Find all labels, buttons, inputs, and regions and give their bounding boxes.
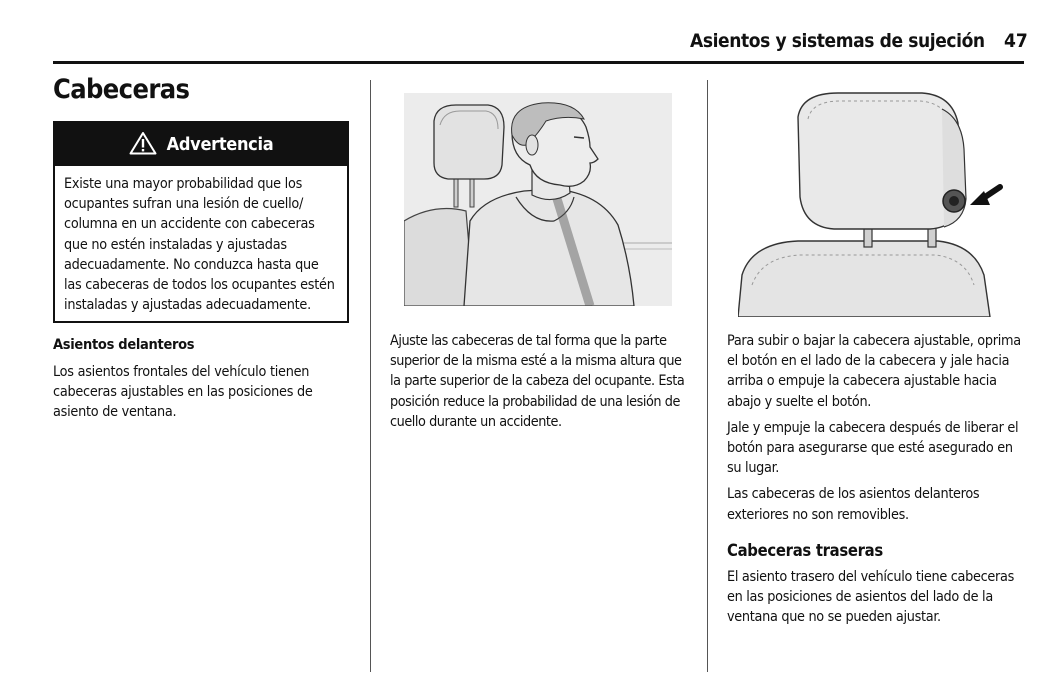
column-divider: [370, 80, 371, 672]
warning-triangle-icon: [129, 131, 157, 159]
column-divider: [707, 80, 708, 672]
headrest-button-illustration: [738, 89, 1014, 317]
warning-title: Advertencia: [166, 134, 274, 155]
rear-headrests-paragraph: El asiento trasero del vehículo tiene cabeceras en las posiciones de asientos del lado de la ventana que no se pueden ajustar.: [727, 568, 1014, 626]
front-seats-paragraph: Los asientos frontales del vehículo tienen cabeceras ajustables en las posiciones de asiento de ventana.: [53, 364, 313, 421]
occupant-headrest-illustration: [404, 93, 672, 306]
page-title: Cabeceras: [53, 74, 190, 105]
subheading-front-seats: Asientos delanteros: [53, 337, 195, 353]
column3-text: [727, 331, 1027, 633]
header-divider: [53, 61, 1024, 64]
page-number: 47: [1004, 30, 1028, 52]
warning-header: [55, 123, 347, 166]
rear-headrests-heading: Cabeceras traseras: [727, 540, 883, 560]
adjust-instructions-paragraph: Para subir o bajar la cabecera ajustable, oprima el botón en el lado de la cabecera y jale hacia arriba o empuje la cabecera ajustable hacia abajo y suelte el botón.: [727, 333, 1021, 410]
warning-box: [53, 121, 349, 323]
warning-text: Existe una mayor probabilidad que los ocupantes sufran una lesión de cuello/ columna en un accidente con cabeceras que no estén instaladas y ajustadas adecuadamente. No conduzca hasta que las cabeceras de todos los ocupantes estén instaladas y ajustadas adecuadamente.: [64, 176, 335, 314]
not-removable-paragraph: Las cabeceras de los asientos delanteros exteriores no son removibles.: [727, 486, 980, 523]
adjust-headrest-paragraph: Ajuste las cabeceras de tal forma que la parte superior de la misma esté a la misma altura que la parte superior de la cabeza del ocupante. Esta posición reduce la probabilidad de una lesión de cuello durante un accidente.: [390, 333, 685, 430]
lock-check-paragraph: Jale y empuje la cabecera después de liberar el botón para asegurarse que esté asegurado en su lugar.: [727, 419, 1019, 477]
running-header-section: Asientos y sistemas de sujeción: [690, 30, 985, 52]
